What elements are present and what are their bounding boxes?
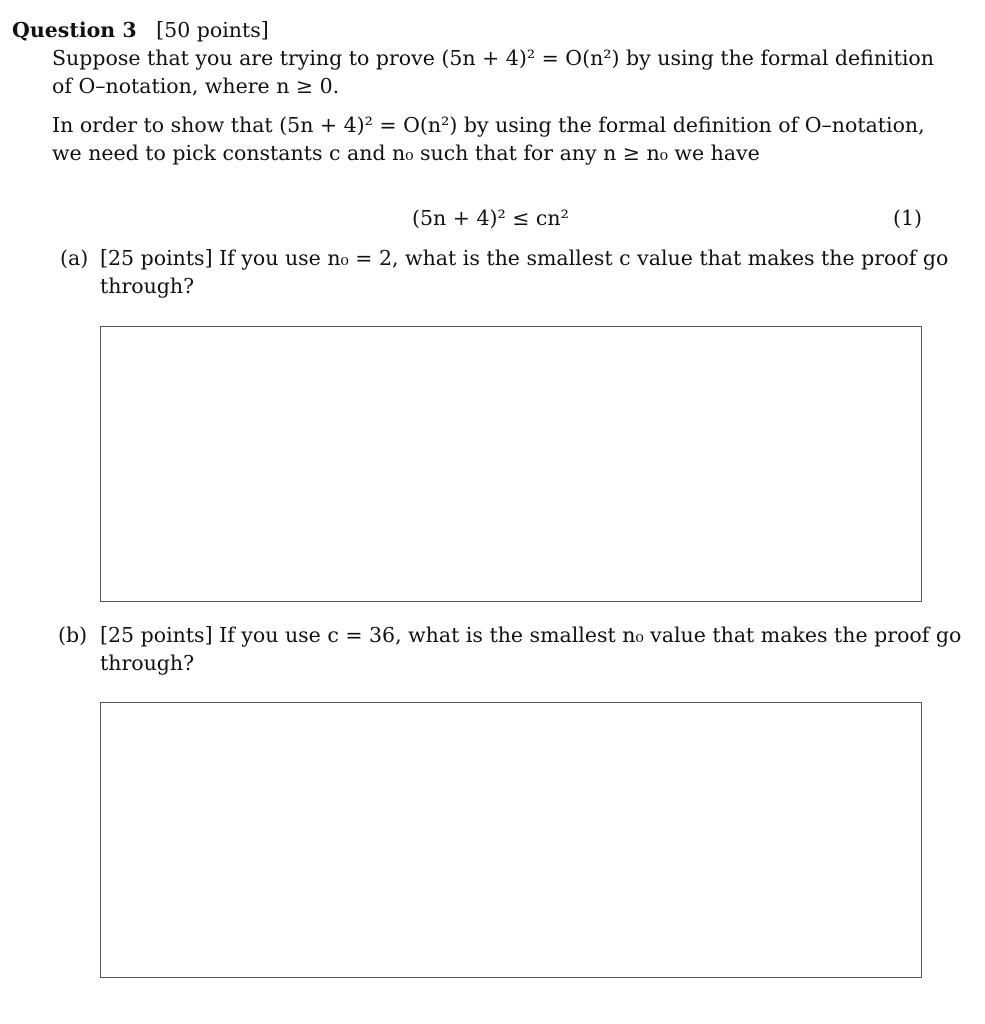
setup-prefix: In order to show that <box>52 113 280 137</box>
part-b-text <box>100 621 961 649</box>
question-points: [50 points] <box>156 18 269 42</box>
part-a-label: (a) <box>60 246 89 270</box>
part-a-text <box>100 244 948 272</box>
part-b-answer-box[interactable] <box>100 702 922 978</box>
equation-expression: (5n + 4)² ≤ cn² <box>412 206 569 230</box>
part-a-points: [25 points] <box>100 246 213 270</box>
setup-suffix: by using the formal definition of O–notation, <box>457 113 925 137</box>
part-a-continuation: through? <box>100 274 195 298</box>
part-a-answer-box[interactable] <box>100 326 922 602</box>
intro-line-2: of O–notation, where n ≥ 0. <box>52 74 340 98</box>
intro-statement: (5n + 4)² = O(n²) <box>441 46 620 70</box>
setup-line-1 <box>52 111 925 139</box>
part-b-question: If you use c = 36, what is the smallest n₀ value that makes the proof go <box>212 623 962 647</box>
part-b-continuation: through? <box>100 651 195 675</box>
setup-line-2: we need to pick constants c and n₀ such that for any n ≥ n₀ we have <box>52 141 760 165</box>
question-header <box>12 16 269 44</box>
setup-statement: (5n + 4)² = O(n²) <box>279 113 458 137</box>
intro-prefix: Suppose that you are trying to prove <box>52 46 442 70</box>
intro-suffix: by using the formal definition <box>619 46 934 70</box>
part-b-label: (b) <box>58 623 88 647</box>
question-title: Question 3 <box>12 18 137 42</box>
part-b-points: [25 points] <box>100 623 213 647</box>
part-a-question: If you use n₀ = 2, what is the smallest c value that makes the proof go <box>212 246 949 270</box>
equation-number: (1) <box>893 206 923 230</box>
intro-line-1 <box>52 44 934 72</box>
